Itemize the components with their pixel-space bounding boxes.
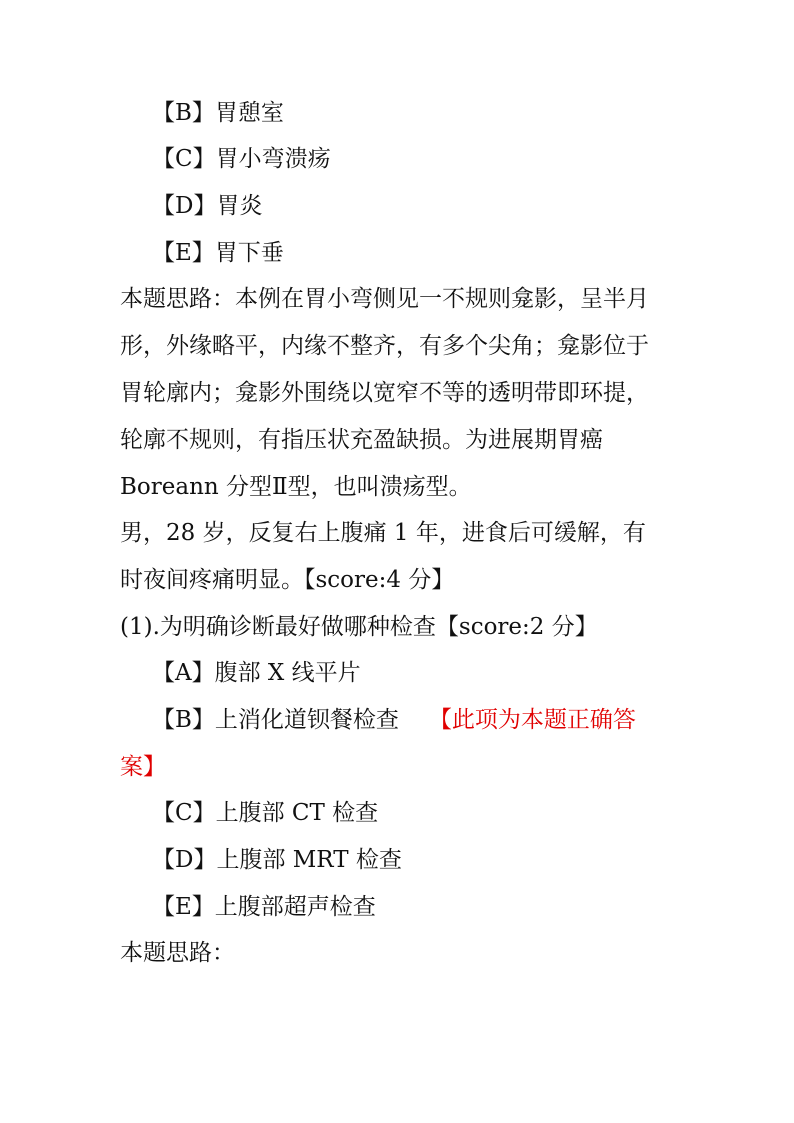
option-c: 【C】上腹部 CT 检查: [152, 800, 379, 826]
correct-answer-marker: 【此项为本题正确答: [428, 707, 636, 733]
option-e-prev: 【E】胃下垂: [152, 240, 284, 266]
option-d: 【D】上腹部 MRT 检查: [152, 847, 402, 873]
analysis-label: 本题思路：: [120, 940, 235, 966]
option-b-prev: 【B】胃憩室: [152, 100, 284, 126]
option-b-text: 【B】上消化道钡餐检查: [152, 707, 399, 733]
analysis-line-1: 本题思路：本例在胃小弯侧见一不规则龛影，呈半月: [120, 286, 649, 312]
option-e: 【E】上腹部超声检查: [152, 894, 376, 920]
option-d-prev: 【D】胃炎: [152, 193, 263, 219]
analysis-line-5: Boreann 分型Ⅱ型，也叫溃疡型。: [120, 474, 472, 500]
sub-question: (1).为明确诊断最好做哪种检查【score:2 分】: [120, 614, 598, 640]
correct-answer-marker-cont: 案】: [120, 754, 166, 780]
analysis-line-2: 形，外缘略平，内缘不整齐，有多个尖角；龛影位于: [120, 333, 649, 359]
option-c-prev: 【C】胃小弯溃疡: [152, 146, 331, 172]
analysis-line-3: 胃轮廓内；龛影外围绕以宽窄不等的透明带即环提，: [120, 380, 649, 406]
case-line-2: 时夜间疼痛明显。【score:4 分】: [120, 567, 455, 593]
analysis-line-4: 轮廓不规则，有指压状充盈缺损。为进展期胃癌: [120, 427, 603, 453]
option-a: 【A】腹部 X 线平片: [152, 660, 361, 686]
case-line-1: 男，28 岁，反复右上腹痛 1 年，进食后可缓解，有: [120, 520, 646, 546]
option-b: [152, 705, 636, 735]
